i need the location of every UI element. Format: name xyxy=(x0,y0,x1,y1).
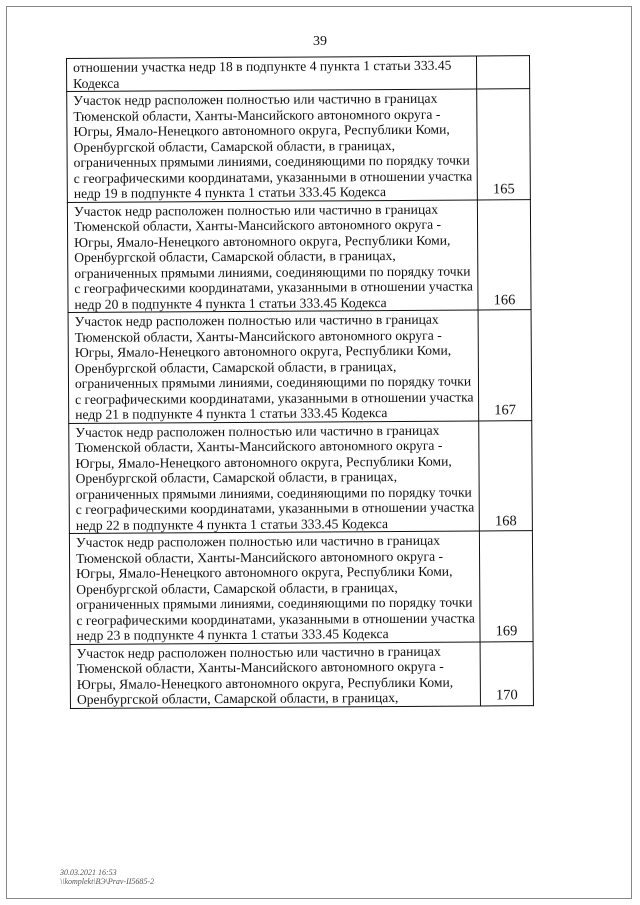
row-description: отношении участка недр 18 в подпункте 4 пункта 1 статьи 333.45 Кодекса xyxy=(67,56,477,92)
footer-timestamp: 30.03.2021 16:53 xyxy=(60,868,117,877)
table-row xyxy=(67,56,530,92)
page-number: 39 xyxy=(313,34,327,49)
row-number: 170 xyxy=(480,641,533,705)
footer xyxy=(60,868,154,886)
row-description: Участок недр расположен полностью или частично в границах Тюменской области, Ханты-Мансийского автономного округа - Югры, Ямало-Ненецкого автономного округа, Республики Коми, Оренбургской области, Самарской области, в границах, ограниченных прямыми линиями, соединяющими по порядку точки с географическими координатами, указанными в отношении участка недр 20 в подпункте 4 пункта 1 статьи 333.45 Кодекса xyxy=(67,199,478,312)
table-row xyxy=(69,420,533,533)
row-number: 165 xyxy=(477,89,531,200)
row-description: Участок недр расположен полностью или частично в границах Тюменской области, Ханты-Мансийского автономного округа - Югры, Ямало-Ненецкого автономного округа, Республики Коми, Оренбургской области, Самарской области, в границах, ограниченных прямыми линиями, соединяющими по порядку точки с географическими координатами, указанными в отношении участка недр 21 в подпункте 4 пункта 1 статьи 333.45 Кодекса xyxy=(68,310,479,423)
row-number: 169 xyxy=(479,531,533,642)
table-row xyxy=(70,641,533,708)
table-row xyxy=(68,310,532,423)
table-row xyxy=(67,89,531,202)
table-row xyxy=(67,199,531,312)
document-table xyxy=(66,55,534,708)
row-number: 167 xyxy=(478,310,532,421)
row-number: 168 xyxy=(479,420,533,531)
row-description: Участок недр расположен полностью или частично в границах Тюменской области, Ханты-Мансийского автономного округа - Югры, Ямало-Ненецкого автономного округа, Республики Коми, Оренбургской области, Самарской области, в границах, ограниченных прямыми линиями, соединяющими по порядку точки с географическими координатами, указанными в отношении участка недр 19 в подпункте 4 пункта 1 статьи 333.45 Кодекса xyxy=(67,89,478,202)
footer-filepath: \\komplekt\ВЭ\Prav-II5685-2 xyxy=(60,877,155,886)
row-number: 166 xyxy=(477,199,531,310)
table-row xyxy=(69,531,533,644)
row-description: Участок недр расположен полностью или частично в границах Тюменской области, Ханты-Мансийского автономного округа - Югры, Ямало-Ненецкого автономного округа, Республики Коми, Оренбургской области, Самарской области, в границах, xyxy=(70,641,480,708)
row-description: Участок недр расположен полностью или частично в границах Тюменской области, Ханты-Мансийского автономного округа - Югры, Ямало-Ненецкого автономного округа, Республики Коми, Оренбургской области, Самарской области, в границах, ограниченных прямыми линиями, соединяющими по порядку точки с географическими координатами, указанными в отношении участка недр 23 в подпункте 4 пункта 1 статьи 333.45 Кодекса xyxy=(69,531,480,644)
row-description: Участок недр расположен полностью или частично в границах Тюменской области, Ханты-Мансийского автономного округа - Югры, Ямало-Ненецкого автономного округа, Республики Коми, Оренбургской области, Самарской области, в границах, ограниченных прямыми линиями, соединяющими по порядку точки с географическими координатами, указанными в отношении участка недр 22 в подпункте 4 пункта 1 статьи 333.45 Кодекса xyxy=(69,420,480,533)
row-number xyxy=(476,56,529,89)
table-body xyxy=(67,56,534,708)
